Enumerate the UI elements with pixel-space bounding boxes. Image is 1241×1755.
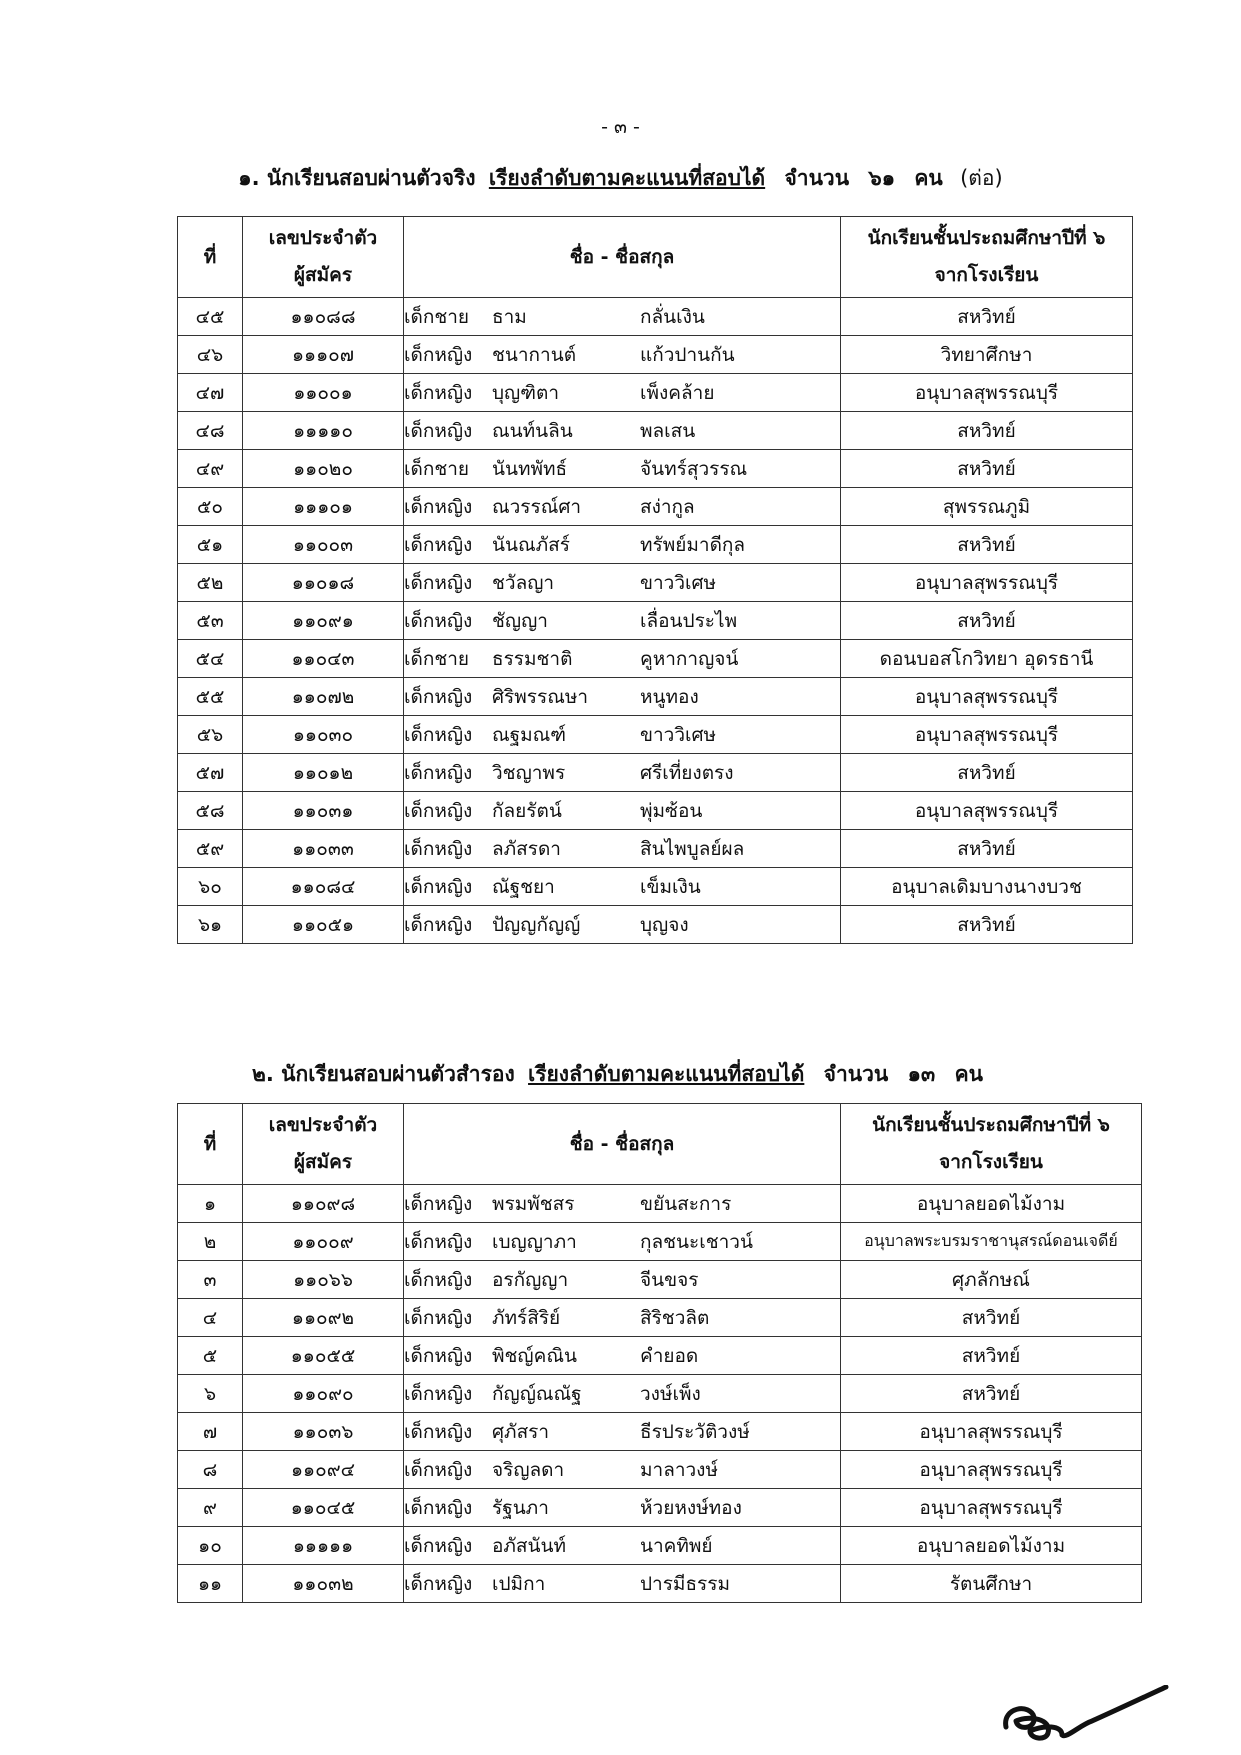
section2-prefix: ๒. นักเรียนสอบผ่านตัวสำรอง [252,1062,515,1086]
last-name: ขาววิเศษ [640,723,717,746]
table-row [178,716,1133,754]
name-prefix: เด็กหญิง [404,343,473,366]
section2-table [177,1103,1142,1603]
applicant-id: ๑๑๐๙๒ [243,1299,404,1337]
school-name: สหวิทย์ [841,412,1133,450]
applicant-id: ๑๑๑๐๑ [243,488,404,526]
section1-heading [0,162,1241,195]
first-name: ณฐมณฑ์ [492,723,567,746]
school-name: สหวิทย์ [841,1299,1142,1337]
student-name [404,1261,841,1299]
row-number: ๗ [178,1413,243,1451]
table-row [178,868,1133,906]
name-prefix: เด็กหญิง [404,1458,473,1481]
table-row [178,298,1133,336]
row-number: ๔๘ [178,412,243,450]
table-row [178,488,1133,526]
school-name: อนุบาลยอดไม้งาม [841,1527,1142,1565]
student-name [404,412,841,450]
section1-count-label: จำนวน [784,166,850,190]
student-name [404,1337,841,1375]
col-header-no: ที่ [178,217,243,298]
last-name: มาลาวงษ์ [640,1458,718,1481]
first-name: จริญลดา [492,1458,565,1481]
first-name: เบญญาภา [492,1230,577,1253]
table-row [178,526,1133,564]
first-name: วิชญาพร [492,761,566,784]
name-prefix: เด็กหญิง [404,723,473,746]
col-header-name: ชื่อ - ชื่อสกุล [404,217,841,298]
student-name [404,450,841,488]
table-row [178,1565,1142,1603]
table-row [178,1337,1142,1375]
applicant-id: ๑๑๐๔๕ [243,1489,404,1527]
student-name [404,1451,841,1489]
row-number: ๕๗ [178,754,243,792]
last-name: กลั่นเงิน [640,305,705,328]
student-name [404,602,841,640]
student-name [404,1185,841,1223]
school-name: อนุบาลสุพรรณบุรี [841,1413,1142,1451]
applicant-id: ๑๑๐๑๘ [243,564,404,602]
table-row [178,1527,1142,1565]
applicant-id: ๑๑๐๓๒ [243,1565,404,1603]
row-number: ๑๐ [178,1527,243,1565]
first-name: ลภัสรดา [492,837,561,860]
col-header-school-line2: จากโรงเรียน [934,264,1039,286]
name-prefix: เด็กหญิง [404,1572,473,1595]
table-row [178,336,1133,374]
page-number: - ๓ - [601,116,640,138]
last-name: ทรัพย์มาดีกุล [640,533,746,556]
name-prefix: เด็กหญิง [404,685,473,708]
last-name: เลื่อนประไพ [640,609,738,632]
school-name: อนุบาลยอดไม้งาม [841,1185,1142,1223]
student-name [404,754,841,792]
name-prefix: เด็กหญิง [404,1496,473,1519]
table-row [178,678,1133,716]
row-number: ๕๖ [178,716,243,754]
table-row [178,602,1133,640]
row-number: ๕๕ [178,678,243,716]
first-name: อรกัญญา [492,1268,569,1291]
student-name [404,830,841,868]
name-prefix: เด็กหญิง [404,609,473,632]
first-name: ภัทร์สิริย์ [492,1306,561,1329]
row-number: ๑ [178,1185,243,1223]
section2-header-row [178,1104,1142,1185]
applicant-id: ๑๑๐๓๖ [243,1413,404,1451]
school-name: อนุบาลสุพรรณบุรี [841,678,1133,716]
first-name: บุญฑิตา [492,381,560,404]
name-prefix: เด็กหญิง [404,1268,473,1291]
table-row [178,792,1133,830]
student-name [404,1375,841,1413]
student-name [404,336,841,374]
col-header-name: ชื่อ - ชื่อสกุล [404,1104,841,1185]
table-row [178,754,1133,792]
first-name: รัฐนภา [492,1496,549,1519]
table-row [178,1185,1142,1223]
student-name [404,298,841,336]
name-prefix: เด็กหญิง [404,1192,473,1215]
name-prefix: เด็กหญิง [404,1382,473,1405]
table-row [178,1375,1142,1413]
section1-count: ๖๑ [868,166,896,190]
row-number: ๔๕ [178,298,243,336]
name-prefix: เด็กหญิง [404,837,473,860]
col-header-id-line2: ผู้สมัคร [293,264,353,286]
last-name: ขยันสะการ [640,1192,732,1215]
applicant-id: ๑๑๐๒๐ [243,450,404,488]
last-name: ห้วยหงษ์ทอง [640,1496,742,1519]
school-name: ดอนบอสโกวิทยา อุดรธานี [841,640,1133,678]
school-name: อนุบาลสุพรรณบุรี [841,564,1133,602]
first-name: กัญญ์ณณัฐ [492,1382,582,1405]
row-number: ๖๐ [178,868,243,906]
row-number: ๕๙ [178,830,243,868]
first-name: ปัญญกัญญ์ [492,913,581,936]
student-name [404,374,841,412]
name-prefix: เด็กหญิง [404,875,473,898]
table-row [178,1413,1142,1451]
row-number: ๕๘ [178,792,243,830]
applicant-id: ๑๑๐๗๒ [243,678,404,716]
name-prefix: เด็กชาย [404,305,470,328]
section2-unit: คน [954,1062,983,1086]
student-name [404,716,841,754]
col-header-id [243,217,404,298]
last-name: จีนขจร [640,1268,699,1291]
student-name [404,564,841,602]
applicant-id: ๑๑๐๙๘ [243,1185,404,1223]
first-name: พรมพัชสร [492,1192,575,1215]
applicant-id: ๑๑๐๐๙ [243,1223,404,1261]
name-prefix: เด็กหญิง [404,799,473,822]
row-number: ๕๐ [178,488,243,526]
section2-count: ๑๓ [907,1062,936,1086]
applicant-id: ๑๑๐๓๑ [243,792,404,830]
name-prefix: เด็กหญิง [404,1230,473,1253]
last-name: พุ่มซ้อน [640,799,703,822]
school-name: อนุบาลสุพรรณบุรี [841,1451,1142,1489]
first-name: นันทพัทธ์ [492,457,568,480]
first-name: ณวรรณ์ศา [492,495,582,518]
table-row [178,830,1133,868]
name-prefix: เด็กหญิง [404,419,473,442]
last-name: บุญจง [640,913,689,936]
name-prefix: เด็กหญิง [404,761,473,784]
student-name [404,868,841,906]
applicant-id: ๑๑๐๕๑ [243,906,404,944]
last-name: คูหากาญจน์ [640,647,739,670]
first-name: พิชญ์คณิน [492,1344,577,1367]
first-name: ชวัลญา [492,571,555,594]
table-row [178,1451,1142,1489]
last-name: เพ็งคล้าย [640,381,715,404]
table-row [178,1261,1142,1299]
last-name: ศรีเที่ยงตรง [640,761,734,784]
school-name: สหวิทย์ [841,298,1133,336]
section1-sort-note: เรียงลำดับตามคะแนนที่สอบได้ [488,166,766,190]
col-header-school [841,217,1133,298]
col-header-school-line1: นักเรียนชั้นประถมศึกษาปีที่ ๖ [867,227,1106,249]
first-name: ธรรมชาติ [492,647,573,670]
col-header-id-line1: เลขประจำตัว [268,1114,378,1136]
section2-table-body [178,1185,1142,1603]
col-header-school-line1: นักเรียนชั้นประถมศึกษาปีที่ ๖ [872,1114,1110,1136]
applicant-id: ๑๑๑๐๗ [243,336,404,374]
last-name: สิริชวลิต [640,1306,710,1329]
applicant-id: ๑๑๑๑๑ [243,1527,404,1565]
col-header-no: ที่ [178,1104,243,1185]
name-prefix: เด็กหญิง [404,571,473,594]
applicant-id: ๑๑๐๔๓ [243,640,404,678]
school-name: อนุบาลสุพรรณบุรี [841,1489,1142,1527]
school-name: รัตนศึกษา [841,1565,1142,1603]
student-name [404,488,841,526]
applicant-id: ๑๑๐๕๕ [243,1337,404,1375]
section1-continued-note: (ต่อ) [960,166,1003,190]
first-name: ศิริพรรณษา [492,685,589,708]
section1-table-body [178,298,1133,944]
last-name: วงษ์เพ็ง [640,1382,701,1405]
last-name: ธีรประวัติวงษ์ [640,1420,750,1443]
student-name [404,1299,841,1337]
student-name [404,1527,841,1565]
row-number: ๔ [178,1299,243,1337]
last-name: กุลชนะเชาวน์ [640,1230,753,1253]
student-name [404,678,841,716]
first-name: นันณภัสร์ [492,533,570,556]
first-name: กัลยรัตน์ [492,799,562,822]
student-name [404,792,841,830]
applicant-id: ๑๑๐๘๔ [243,868,404,906]
applicant-id: ๑๑๐๓๓ [243,830,404,868]
row-number: ๕๒ [178,564,243,602]
first-name: ชัญญา [492,609,548,632]
first-name: เปมิกา [492,1572,546,1595]
school-name: อนุบาลสุพรรณบุรี [841,374,1133,412]
name-prefix: เด็กหญิง [404,533,473,556]
col-header-school [841,1104,1142,1185]
row-number: ๕ [178,1337,243,1375]
section2-heading [0,1058,1241,1091]
applicant-id: ๑๑๐๐๑ [243,374,404,412]
row-number: ๓ [178,1261,243,1299]
section1-header-row [178,217,1133,298]
row-number: ๒ [178,1223,243,1261]
school-name: สหวิทย์ [841,602,1133,640]
applicant-id: ๑๑๐๘๘ [243,298,404,336]
table-row [178,1223,1142,1261]
name-prefix: เด็กหญิง [404,1344,473,1367]
first-name: อภัสนันท์ [492,1534,567,1557]
school-name: สุพรรณภูมิ [841,488,1133,526]
school-name: ศุภลักษณ์ [841,1261,1142,1299]
school-name: สหวิทย์ [841,1337,1142,1375]
row-number: ๕๓ [178,602,243,640]
last-name: ขาววิเศษ [640,571,717,594]
school-name: สหวิทย์ [841,526,1133,564]
student-name [404,1489,841,1527]
school-name: อนุบาลสุพรรณบุรี [841,716,1133,754]
student-name [404,1223,841,1261]
last-name: ปารมีธรรม [640,1572,730,1595]
last-name: หนูทอง [640,685,699,708]
row-number: ๖ [178,1375,243,1413]
table-row [178,564,1133,602]
row-number: ๘ [178,1451,243,1489]
name-prefix: เด็กหญิง [404,381,473,404]
row-number: ๕๑ [178,526,243,564]
applicant-id: ๑๑๐๑๒ [243,754,404,792]
name-prefix: เด็กชาย [404,457,470,480]
school-name: สหวิทย์ [841,754,1133,792]
last-name: สง่ากูล [640,495,695,518]
col-header-id [243,1104,404,1185]
school-name: อนุบาลพระบรมราชานุสรณ์ดอนเจดีย์ [841,1223,1142,1261]
table-row [178,412,1133,450]
table-row [178,1299,1142,1337]
section1-unit: คน [914,166,943,190]
table-row [178,640,1133,678]
row-number: ๕๔ [178,640,243,678]
last-name: เข็มเงิน [640,875,701,898]
school-name: สหวิทย์ [841,1375,1142,1413]
applicant-id: ๑๑๐๖๖ [243,1261,404,1299]
signature-mark-drawing [1000,1685,1170,1745]
last-name: แก้วปานกัน [640,343,735,366]
table-row [178,906,1133,944]
row-number: ๖๑ [178,906,243,944]
applicant-id: ๑๑๐๙๑ [243,602,404,640]
last-name: จันทร์สุวรรณ [640,457,748,480]
last-name: คำยอด [640,1344,699,1367]
school-name: สหวิทย์ [841,450,1133,488]
school-name: วิทยาศึกษา [841,336,1133,374]
table-row [178,450,1133,488]
applicant-id: ๑๑๐๐๓ [243,526,404,564]
row-number: ๙ [178,1489,243,1527]
col-header-id-line1: เลขประจำตัว [268,227,378,249]
row-number: ๔๙ [178,450,243,488]
section1-prefix: ๑. นักเรียนสอบผ่านตัวจริง [238,166,476,190]
last-name: พลเสน [640,419,696,442]
name-prefix: เด็กหญิง [404,1420,473,1443]
section2-count-label: จำนวน [823,1062,889,1086]
last-name: นาคทิพย์ [640,1534,713,1557]
school-name: อนุบาลสุพรรณบุรี [841,792,1133,830]
student-name [404,906,841,944]
name-prefix: เด็กชาย [404,647,470,670]
applicant-id: ๑๑๐๙๔ [243,1451,404,1489]
first-name: ณัฐชยา [492,875,555,898]
table-row [178,374,1133,412]
first-name: ธาม [492,305,527,328]
first-name: ศุภัสรา [492,1420,550,1443]
applicant-id: ๑๑๐๓๐ [243,716,404,754]
applicant-id: ๑๑๐๙๐ [243,1375,404,1413]
name-prefix: เด็กหญิง [404,913,473,936]
handwritten-signature [1000,1685,1170,1749]
name-prefix: เด็กหญิง [404,1306,473,1329]
school-name: อนุบาลเดิมบางนางบวช [841,868,1133,906]
first-name: ณนท์นลิน [492,419,573,442]
last-name: สินไพบูลย์ผล [640,837,745,860]
student-name [404,640,841,678]
applicant-id: ๑๑๑๑๐ [243,412,404,450]
student-name [404,526,841,564]
student-name [404,1565,841,1603]
col-header-school-line2: จากโรงเรียน [939,1151,1043,1173]
school-name: สหวิทย์ [841,830,1133,868]
section1-table [177,216,1133,944]
row-number: ๑๑ [178,1565,243,1603]
row-number: ๔๗ [178,374,243,412]
row-number: ๔๖ [178,336,243,374]
name-prefix: เด็กหญิง [404,1534,473,1557]
first-name: ชนากานต์ [492,343,577,366]
table-row [178,1489,1142,1527]
col-header-id-line2: ผู้สมัคร [293,1151,353,1173]
school-name: สหวิทย์ [841,906,1133,944]
name-prefix: เด็กหญิง [404,495,473,518]
student-name [404,1413,841,1451]
section2-sort-note: เรียงลำดับตามคะแนนที่สอบได้ [528,1062,805,1086]
